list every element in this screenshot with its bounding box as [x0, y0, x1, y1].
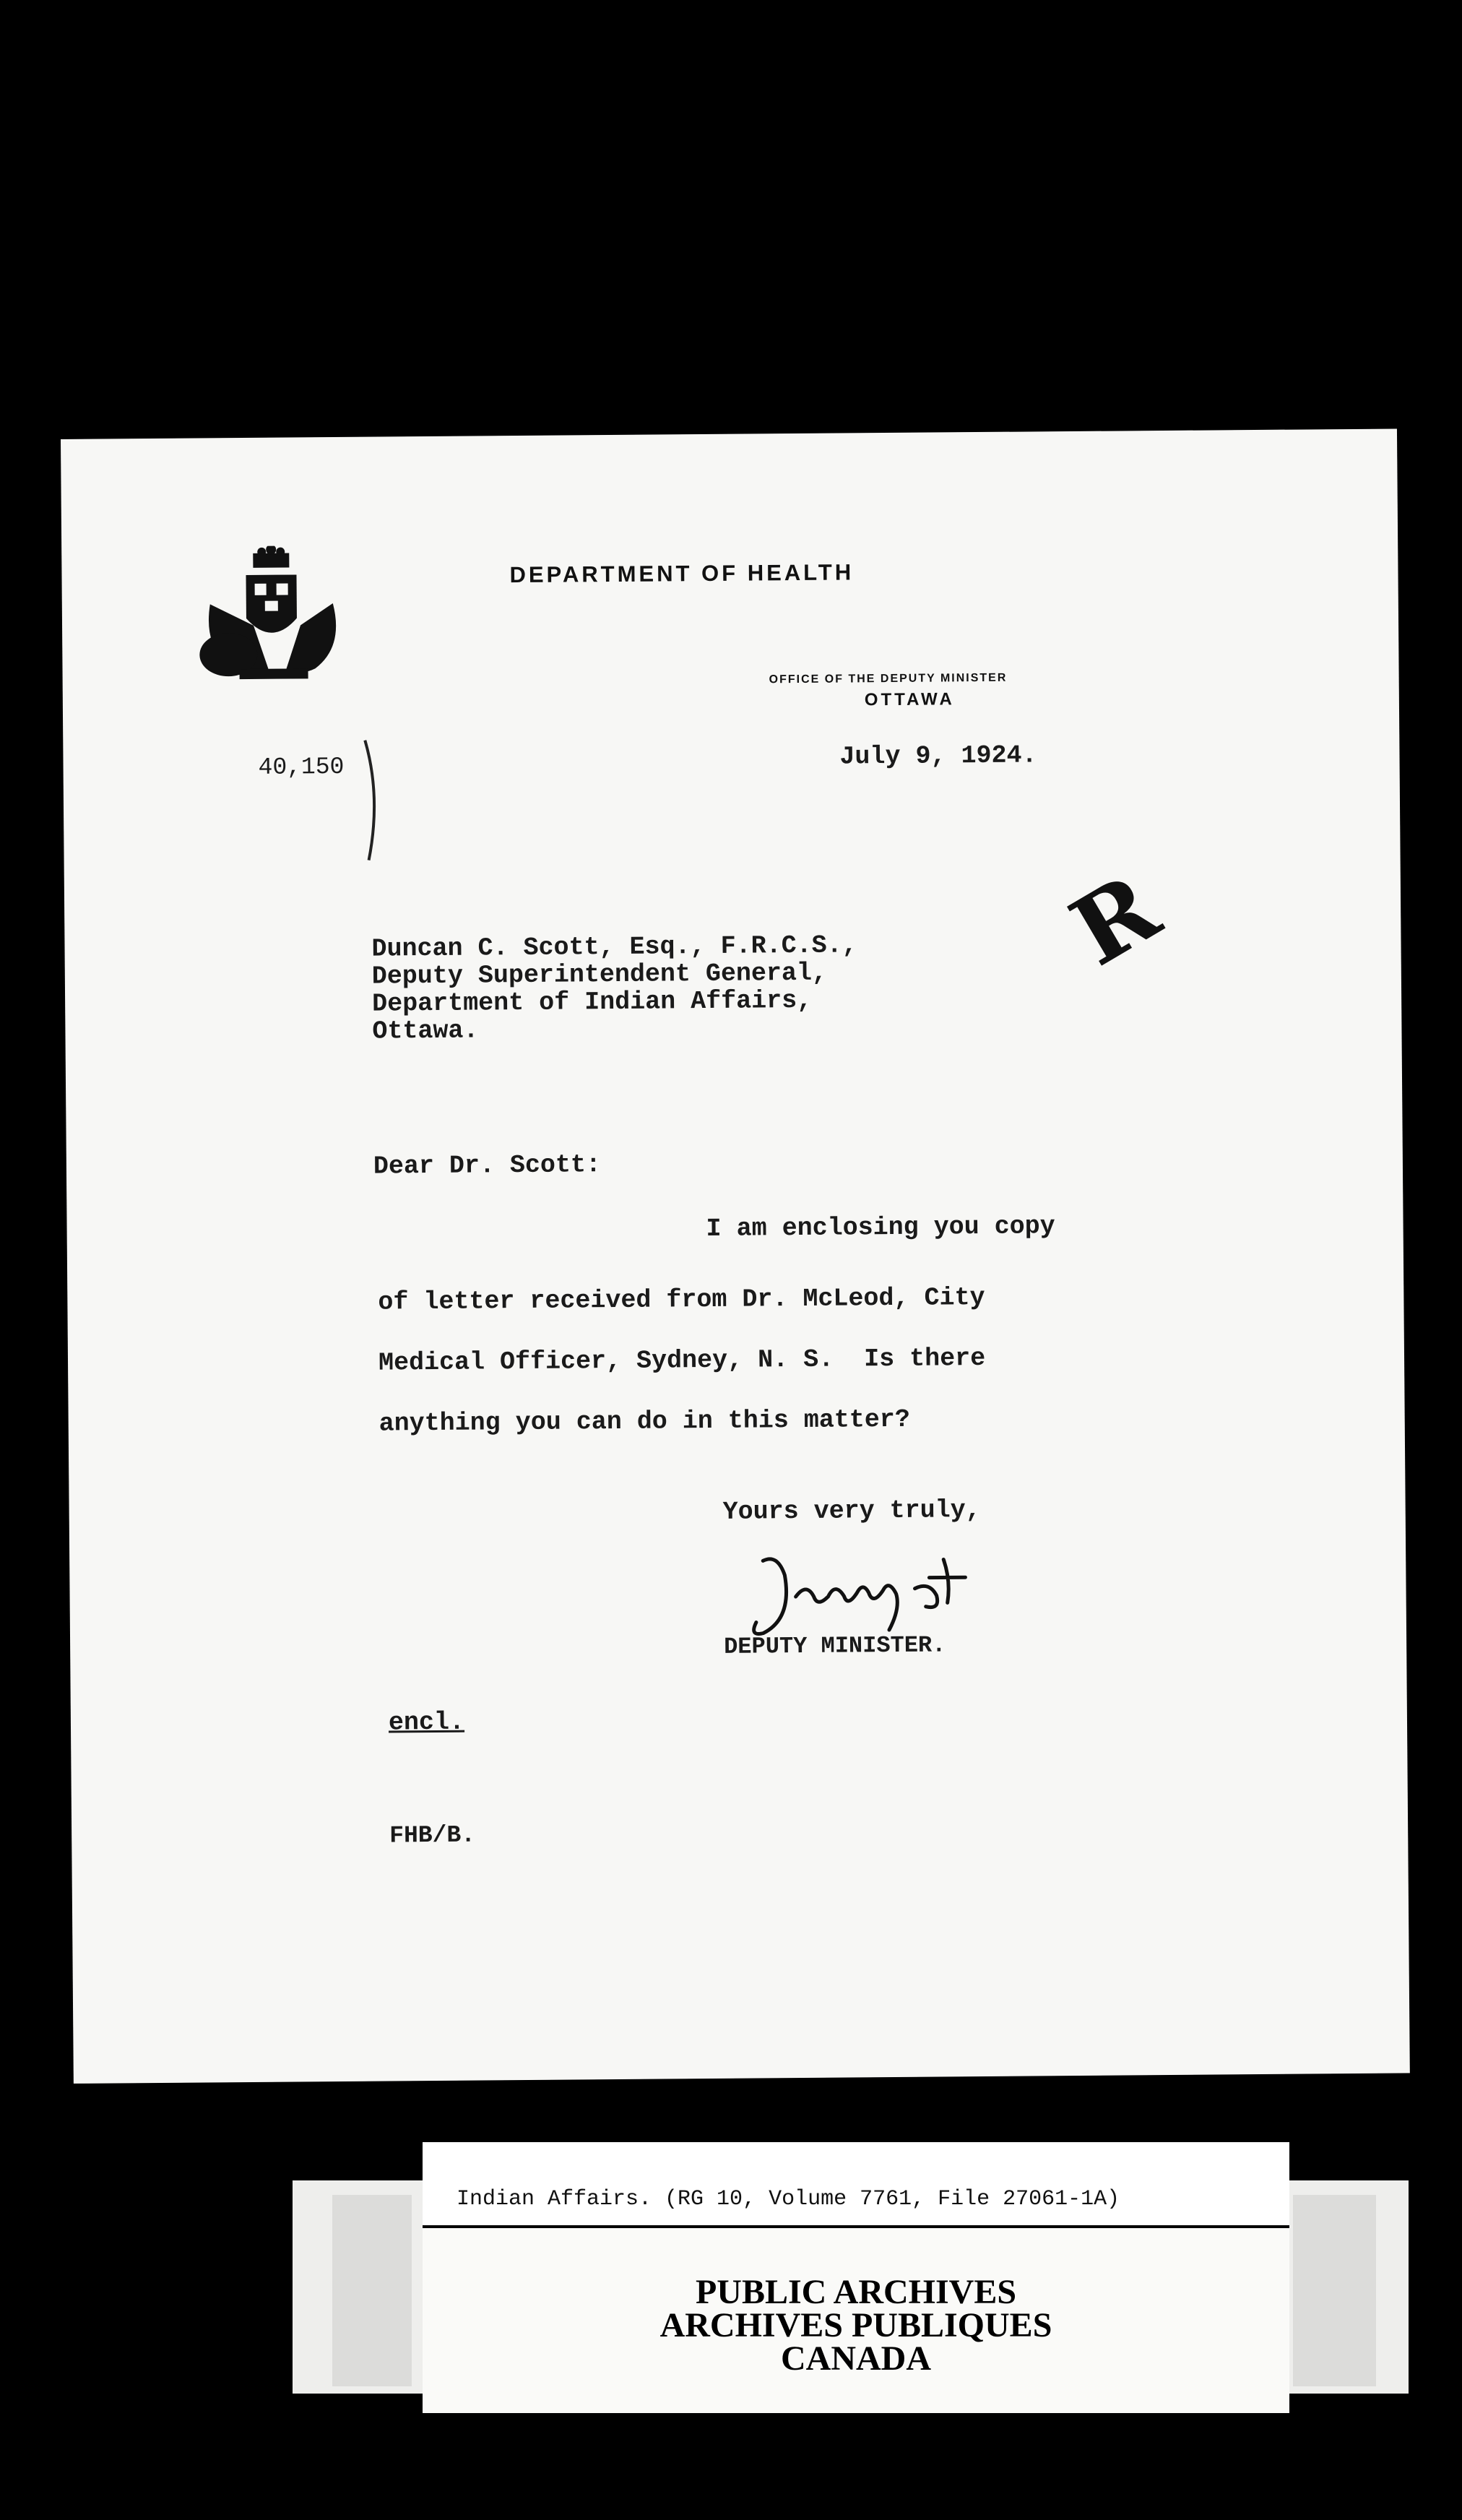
- recipient-line: Ottawa.: [372, 1016, 479, 1046]
- office-line: OFFICE OF THE DEPUTY MINISTER: [769, 671, 1008, 686]
- letter-page: [61, 428, 1410, 2083]
- body-line: of letter received from Dr. McLeod, City: [378, 1282, 985, 1317]
- archive-reference-box: [423, 2142, 1289, 2228]
- department-heading: DEPARTMENT OF HEALTH: [509, 559, 855, 588]
- archive-slip-tab-right: [1293, 2195, 1376, 2386]
- typist-initials: FHB/B.: [389, 1821, 476, 1850]
- enclosure-note: encl.: [388, 1707, 465, 1738]
- archive-slip-tab-left: [332, 2195, 412, 2386]
- recipient-line: Deputy Superintendent General,: [371, 958, 828, 991]
- letter-date: July 9, 1924.: [839, 741, 1037, 772]
- archive-line-en: PUBLIC ARCHIVES: [695, 2273, 1017, 2311]
- file-number: 40,150: [258, 753, 345, 781]
- recipient-line: Duncan C. Scott, Esq., F.R.C.S.,: [371, 931, 857, 964]
- body-line: Medical Officer, Sydney, N. S. Is there: [378, 1343, 986, 1378]
- archive-reference: Indian Affairs. (RG 10, Volume 7761, File 27061-1A): [457, 2187, 1120, 2212]
- recipient-address: [371, 931, 857, 1045]
- office-city: OTTAWA: [864, 689, 955, 710]
- stamp-r: R: [1052, 852, 1177, 988]
- body-line: I am enclosing you copy: [706, 1212, 1055, 1244]
- closing: Yours very truly,: [722, 1496, 981, 1527]
- archive-line-fr: ARCHIVES PUBLIQUES: [659, 2306, 1052, 2344]
- archive-stamp: [639, 2273, 1073, 2378]
- salutation: Dear Dr. Scott:: [373, 1150, 602, 1181]
- signer-title: DEPUTY MINISTER.: [724, 1631, 946, 1660]
- archive-line-country: CANADA: [781, 2339, 931, 2378]
- coat-of-arms-icon: [195, 545, 348, 691]
- bracket-mark: [359, 738, 389, 861]
- body-line: anything you can do in this matter?: [379, 1404, 910, 1438]
- recipient-line: Department of Indian Affairs,: [371, 985, 813, 1019]
